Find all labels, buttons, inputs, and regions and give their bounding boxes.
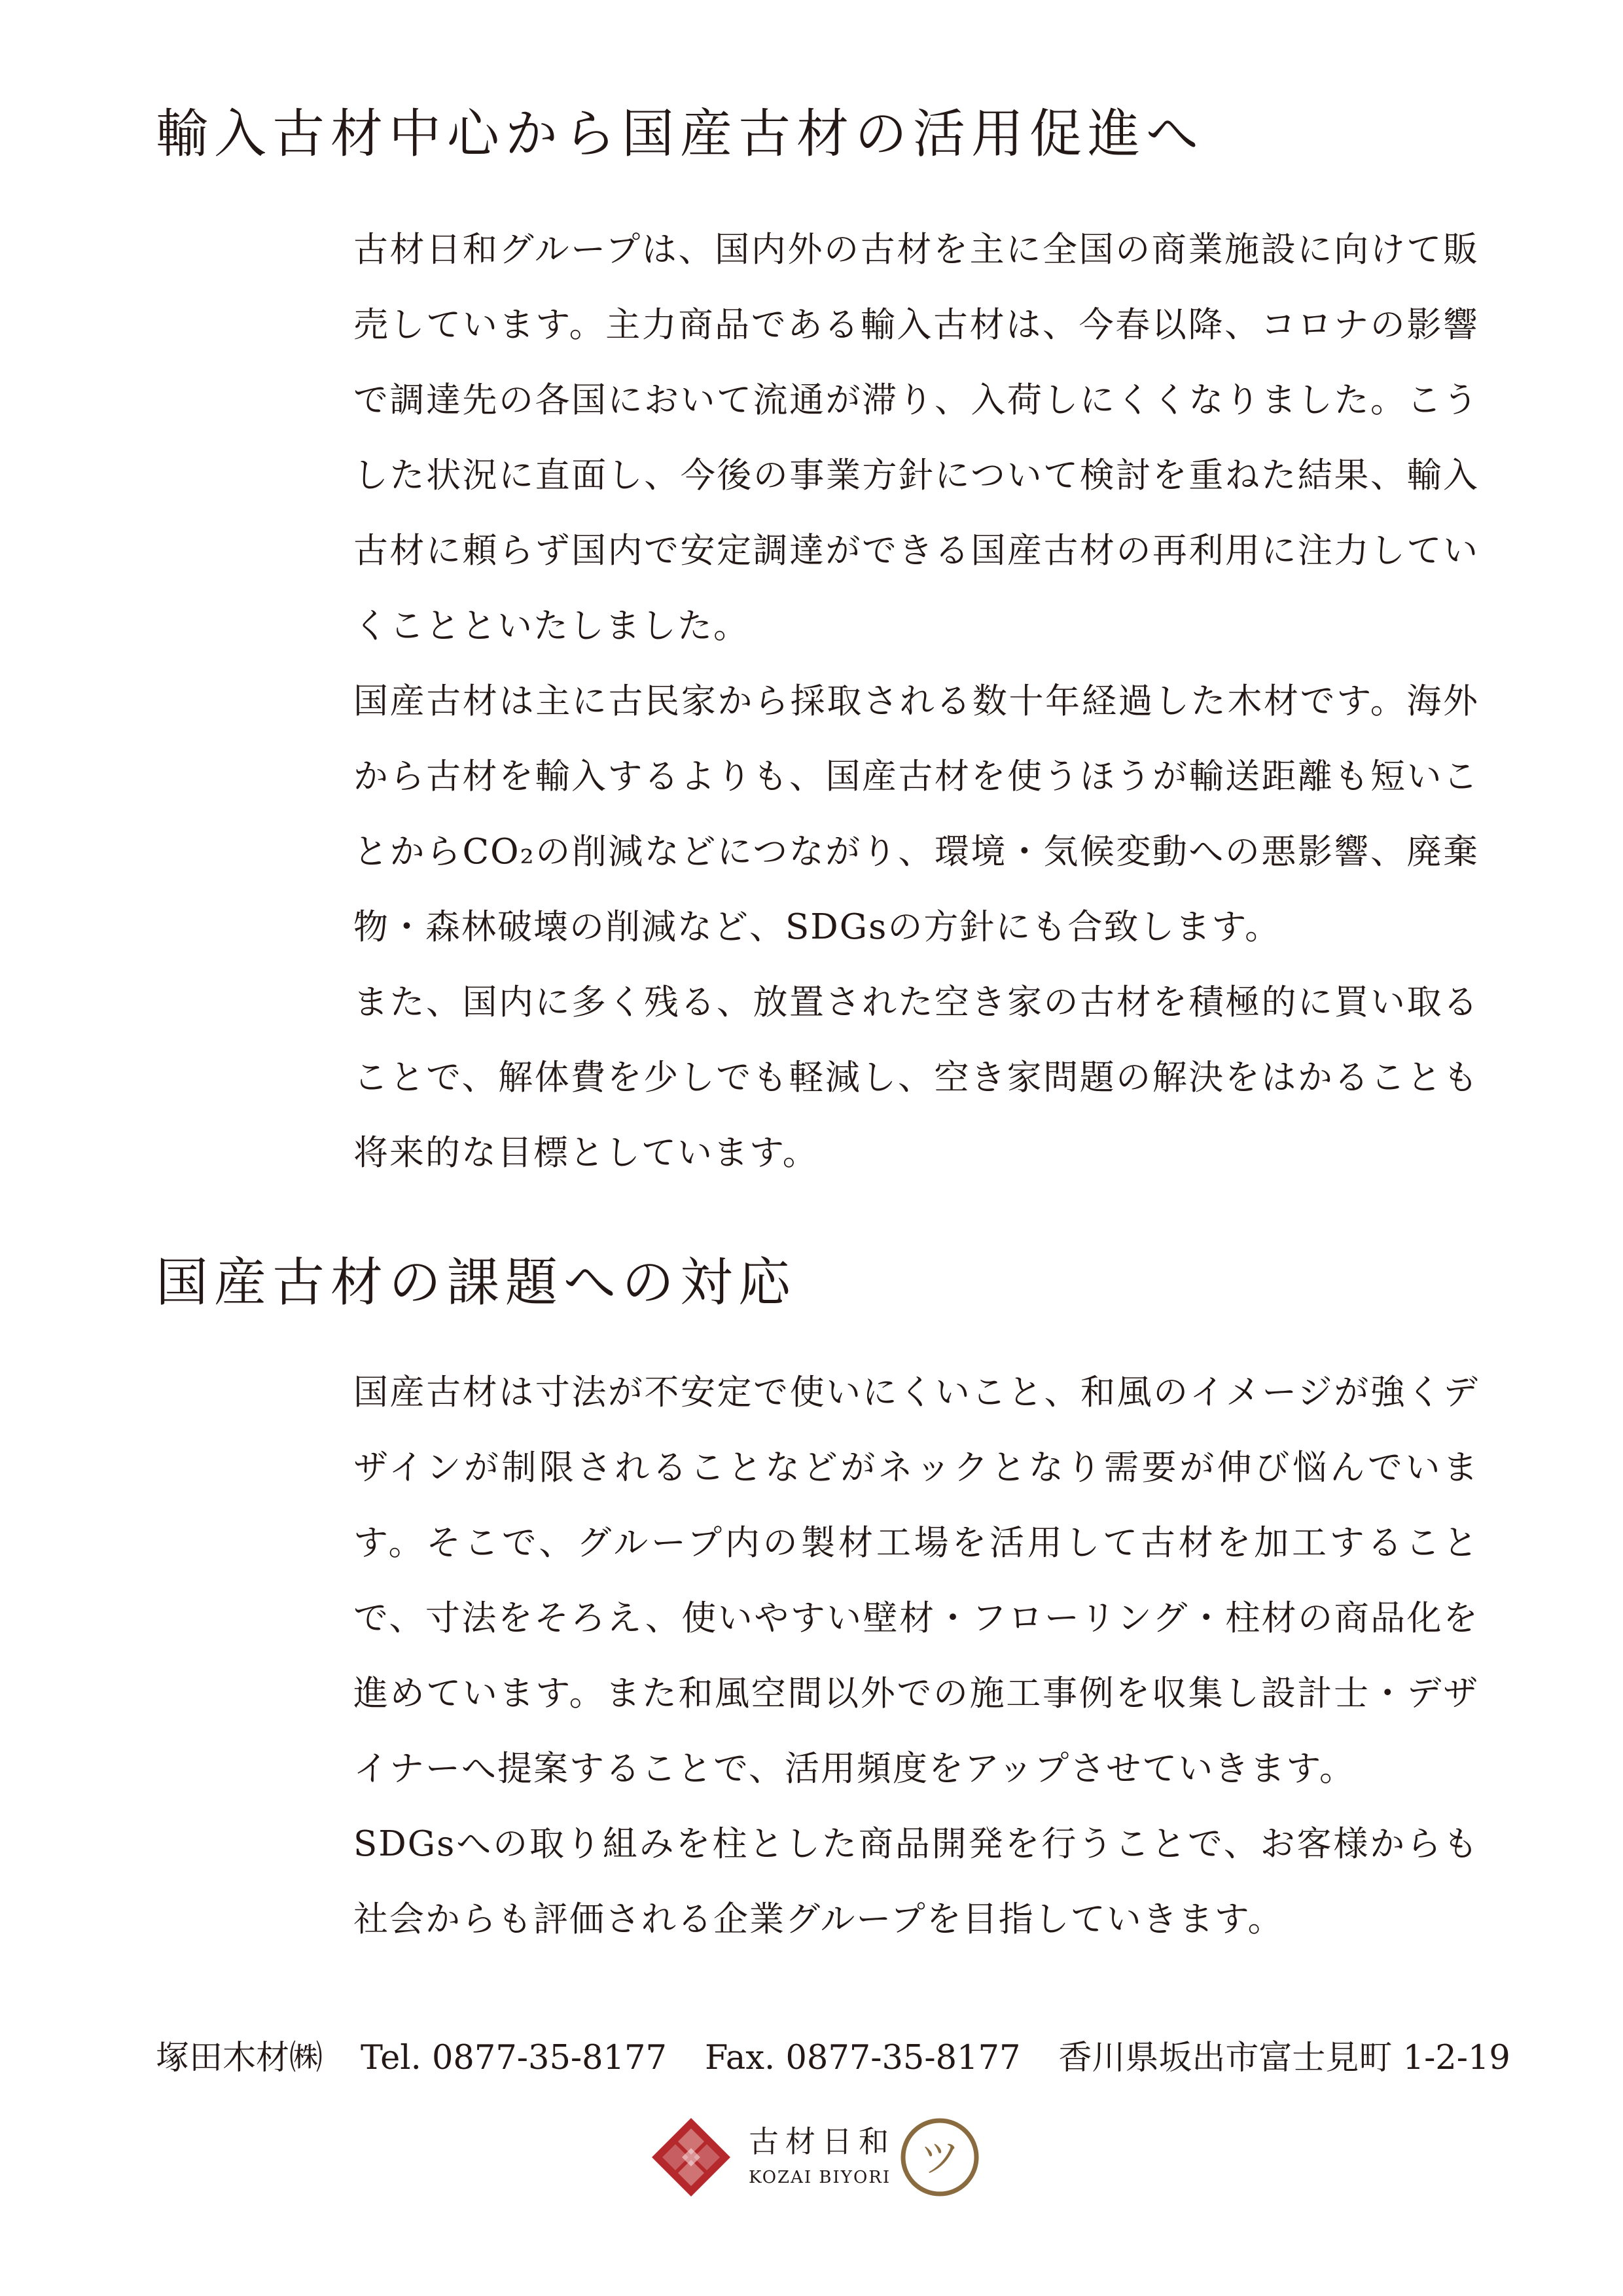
paragraph: また、国内に多く残る、放置された空き家の古材を積極的に買い取ることで、解体費を少しでも軽減し、空き家問題の解決をはかることも将来的な目標としています。	[353, 982, 1479, 1173]
company-contact-line	[156, 2030, 1510, 2079]
paragraph: 国産古材は主に古民家から採取される数十年経過した木材です。海外から古材を輸入するよりも、国産古材を使うほうが輸送距離も短いことからCO₂の削減などにつながり、環境・気候変動への悪影響、廃棄物・森林破壊の削減など、SDGsの方針にも合致します。	[353, 681, 1479, 947]
company-address: 香川県坂出市富士見町 1-2-19	[1058, 2039, 1510, 2077]
phone-number: Tel. 0877-35-8177	[361, 2039, 667, 2077]
mark-glyph: ツ	[919, 2134, 961, 2181]
section-heading-imported-to-domestic: 輸入古材中心から国産古材の活用促進へ	[156, 103, 1204, 164]
kozai-biyori-diamond-icon	[651, 2117, 732, 2198]
section-heading-domestic-challenges: 国産古材の課題への対応	[156, 1252, 796, 1313]
section-body-2	[353, 1355, 1479, 1957]
brand-name-en: KOZAI BIYORI	[749, 2168, 891, 2187]
company-name: 塚田木材㈱	[156, 2039, 323, 2077]
brand-logo-group	[639, 2102, 992, 2214]
section-body-1	[353, 212, 1479, 1191]
paragraph: 古材日和グループは、国内外の古材を主に全国の商業施設に向けて販売しています。主力商品である輸入古材は、今春以降、コロナの影響で調達先の各国において流通が滞り、入荷しにくくなりました。こうした状況に直面し、今後の事業方針について検討を重ねた結果、輸入古材に頼らず国内で安定調達ができる国産古材の再利用に注力していくことといたしました。	[353, 230, 1479, 646]
tsukada-circle-mark-icon	[899, 2117, 980, 2198]
paragraph: 国産古材は寸法が不安定で使いにくいこと、和風のイメージが強くデザインが制限されることなどがネックとなり需要が伸び悩んでいます。そこで、グループ内の製材工場を活用して古材を加工することで、寸法をそろえ、使いやすい壁材・フローリング・柱材の商品化を進めています。また和風空間以外での施工事例を収集し設計士・デザイナーへ提案することで、活用頻度をアップさせていきます。	[353, 1372, 1479, 1789]
brand-name-jp: 古材日和	[749, 2124, 895, 2159]
fax-number: Fax. 0877-35-8177	[704, 2039, 1021, 2077]
paragraph: SDGsへの取り組みを柱とした商品開発を行うことで、お客様からも社会からも評価される企業グループを目指していきます。	[353, 1824, 1479, 1939]
